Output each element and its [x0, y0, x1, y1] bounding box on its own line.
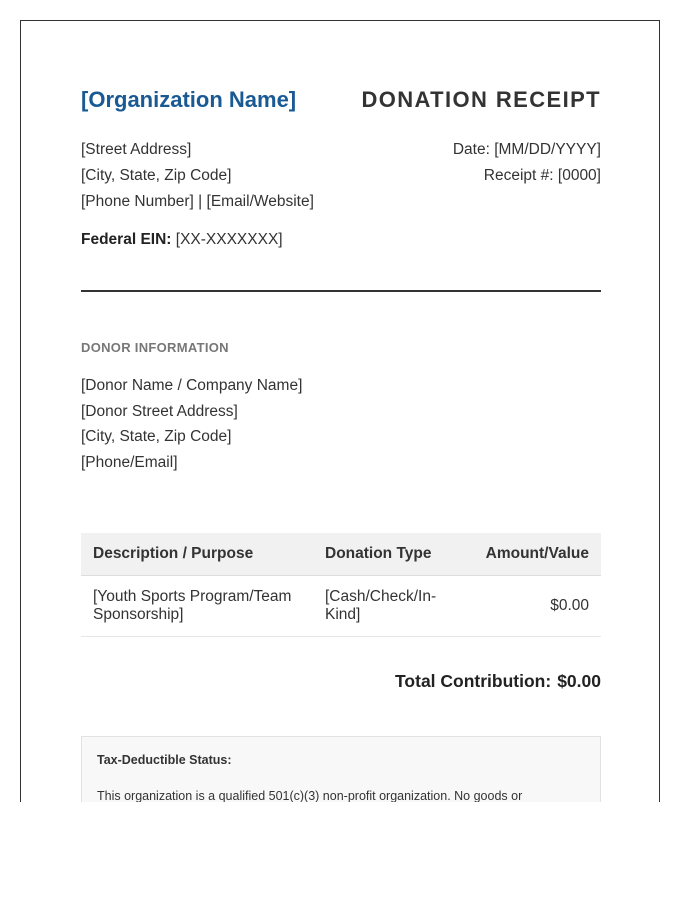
donor-phone-email: [Phone/Email] [81, 454, 178, 472]
tax-deductible-box [81, 736, 601, 802]
column-header-description: Description / Purpose [81, 533, 313, 576]
tax-status-title: Tax-Deductible Status: [97, 753, 232, 767]
column-header-amount: Amount/Value [463, 533, 601, 576]
total-label: Total Contribution: [395, 671, 552, 691]
donor-section-label: DONOR INFORMATION [81, 340, 229, 355]
header-divider [81, 290, 601, 292]
receipt-page [20, 20, 660, 802]
donor-city-state-zip: [City, State, Zip Code] [81, 428, 232, 446]
receipt-title: DONATION RECEIPT [361, 87, 601, 112]
org-phone-email: [Phone Number] | [Email/Website] [81, 193, 314, 210]
donor-street-address: [Donor Street Address] [81, 402, 238, 420]
column-header-type: Donation Type [313, 533, 463, 576]
org-city-state-zip: [City, State, Zip Code] [81, 167, 232, 184]
cell-amount: $0.00 [463, 576, 601, 637]
federal-ein [81, 231, 283, 249]
cell-description: [Youth Sports Program/Team Sponsorship] [81, 576, 313, 637]
donor-name: [Donor Name / Company Name] [81, 377, 303, 394]
table-header-row [81, 533, 601, 576]
ein-label: Federal EIN: [81, 231, 172, 248]
org-street-address: [Street Address] [81, 141, 192, 158]
donor-information [81, 373, 302, 476]
total-contribution [395, 671, 601, 692]
receipt-number: Receipt #: [0000] [483, 167, 601, 184]
organization-name: [Organization Name] [81, 87, 297, 112]
receipt-date: Date: [MM/DD/YYYY] [452, 141, 601, 158]
donation-table [81, 533, 601, 637]
ein-value: [XX-XXXXXXX] [175, 231, 283, 248]
table-row [81, 576, 601, 637]
cell-donation-type: [Cash/Check/In-Kind] [313, 576, 463, 637]
receipt-meta [453, 137, 601, 189]
tax-status-text: This organization is a qualified 501(c)(3) non-profit organization. No goods or [97, 789, 523, 802]
organization-address [81, 137, 314, 215]
total-value: $0.00 [557, 671, 601, 691]
